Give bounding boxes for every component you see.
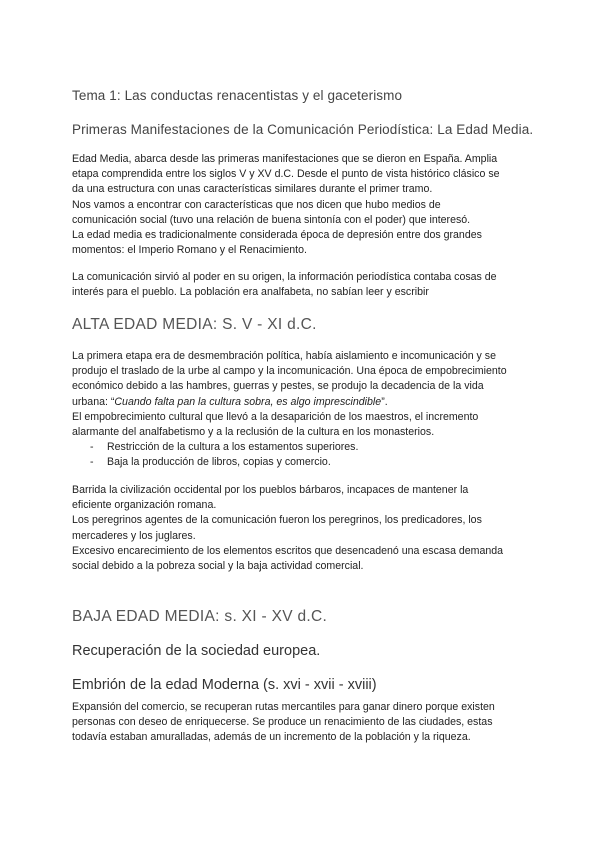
- section-subtitle: Primeras Manifestaciones de la Comunicación Periodística: La Edad Media.: [72, 122, 534, 137]
- text-line: El empobrecimiento cultural que llevó a la desaparición de los maestros, el incremento: [72, 410, 479, 423]
- text-line: comunicación social (tuvo una relación de buena sintonía con el poder) que interesó.: [72, 213, 471, 226]
- text-line: produjo el traslado de la urbe al campo y la incomunicación. Una época de empobrecimiento: [72, 365, 507, 378]
- dash-marker: -: [90, 456, 94, 469]
- baja-subheading-2: Embrión de la edad Moderna (s. xvi - xvii - xviii): [72, 677, 377, 693]
- baja-subheading-1: Recuperación de la sociedad europea.: [72, 643, 321, 659]
- text-line: económico debido a las hambres, guerras y pestes, se produjo la decadencia de la vida: [72, 380, 484, 393]
- baja-edad-media-heading: BAJA EDAD MEDIA: s. XI - XV d.C.: [72, 608, 328, 625]
- text-line: Nos vamos a encontrar con características que nos dicen que hubo medios de: [72, 198, 441, 211]
- text-line: mercaderes y los juglares.: [72, 529, 196, 542]
- alta-edad-media-heading: ALTA EDAD MEDIA: S. V - XI d.C.: [72, 316, 317, 333]
- list-item-text: Restricción de la cultura a los estamentos superiores.: [107, 441, 359, 453]
- text-line: La edad media es tradicionalmente considerada época de depresión entre dos grandes: [72, 229, 482, 242]
- baja-paragraph: [72, 700, 534, 746]
- text-fragment: ”.: [381, 395, 388, 408]
- text-line: Edad Media, abarca desde las primeras manifestaciones que se dieron en España. Amplia: [72, 153, 498, 165]
- list-item: [90, 455, 530, 470]
- intro-paragraph: [72, 152, 534, 258]
- text-line: alarmante del analfabetismo y a la reclusión de la cultura en los monasterios.: [72, 426, 435, 439]
- text-line: Excesivo encarecimiento de los elementos escritos que desencadenó una escasa demanda: [72, 544, 504, 557]
- page-title: Tema 1: Las conductas renacentistas y el gaceterismo: [72, 88, 403, 103]
- text-fragment: urbana: “: [72, 395, 115, 408]
- alta-bullet-list: [90, 440, 530, 470]
- text-line: interés para el pueblo. La población era analfabeta, no sabían leer y escribir: [72, 286, 429, 299]
- alta-paragraph: [72, 349, 534, 440]
- text-line: social debido a la pobreza social y la baja actividad comercial.: [72, 560, 364, 573]
- text-line: La comunicación sirvió al poder en su origen, la información periodística contaba cosas de: [72, 271, 497, 283]
- text-line: La primera etapa era de desmembración política, había aislamiento e incomunicación y se: [72, 350, 496, 362]
- quote-line: [72, 395, 534, 410]
- intro-paragraph-2: [72, 270, 534, 300]
- text-line: da una estructura con unas características similares durante el primer tramo.: [72, 183, 433, 196]
- text-line: eficiente organización romana.: [72, 499, 217, 512]
- text-line: etapa comprendida entre los siglos V y XV d.C. Desde el punto de vista histórico clásico se: [72, 168, 500, 181]
- list-item-text: Baja la producción de libros, copias y comercio.: [107, 456, 331, 469]
- text-line: todavía estaban amuralladas, además de un incremento de la población y la riqueza.: [72, 731, 471, 744]
- text-line: Barrida la civilización occidental por los pueblos bárbaros, incapaces de mantener la: [72, 484, 469, 496]
- list-item: [90, 440, 530, 455]
- quote-text: Cuando falta pan la cultura sobra, es algo imprescindible: [114, 395, 382, 408]
- dash-marker: -: [90, 441, 94, 453]
- barrida-paragraph: [72, 483, 534, 574]
- text-line: Los peregrinos agentes de la comunicación fueron los peregrinos, los predicadores, los: [72, 514, 482, 527]
- text-line: momentos: el Imperio Romano y el Renacimiento.: [72, 244, 307, 257]
- text-line: personas con deseo de enriquecerse. Se produce un renacimiento de las ciudades, estas: [72, 716, 493, 729]
- text-line: Expansión del comercio, se recuperan rutas mercantiles para ganar dinero porque existen: [72, 701, 495, 713]
